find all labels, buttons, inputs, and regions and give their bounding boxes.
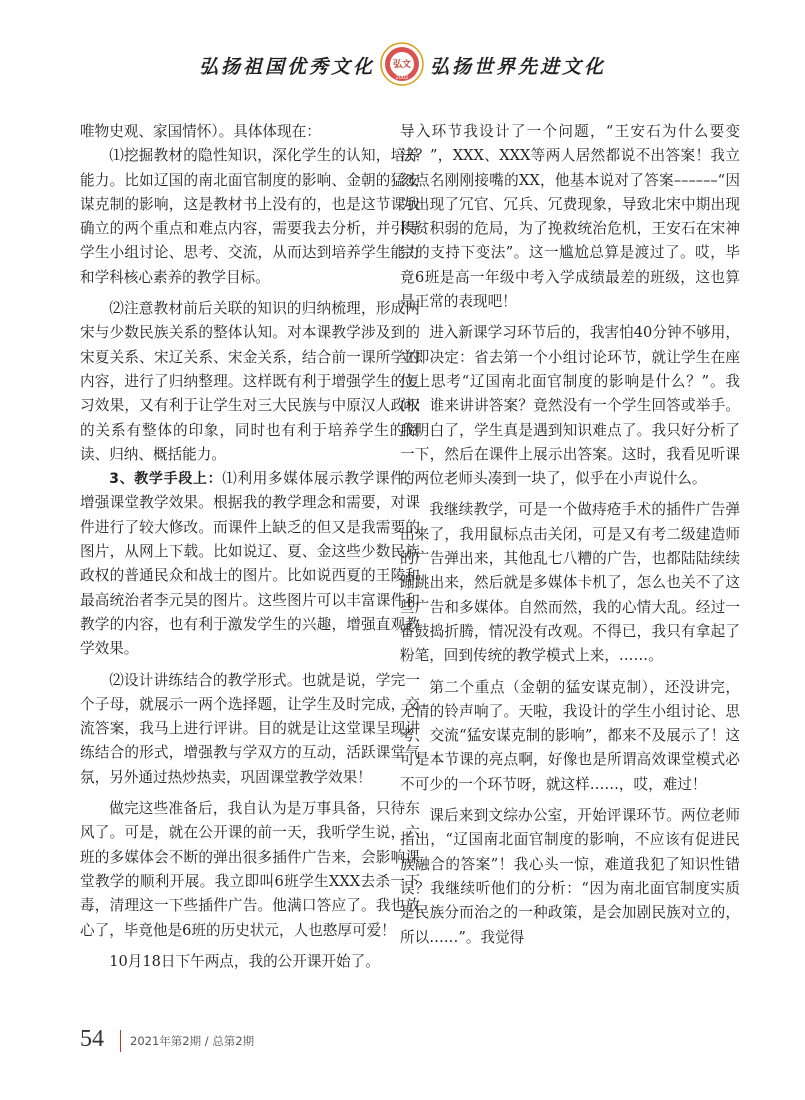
- paragraph: 第二个重点（金朝的猛安谋克制），还没讲完，无情的铃声响了。天啦，我设计的学生小组讨论、思考、交流“猛安谋克制的影响”，都来不及展示了！这可是本节课的亮点啊，好像也是所谓高效课堂模式必不可少的一个环节呀，就这样……，哎，难过！: [400, 678, 740, 793]
- school-logo-icon: [380, 42, 424, 86]
- paragraph: 课后来到文综办公室，开始评课环节。两位老师指出，“辽国南北面官制度的影响，不应该有促进民族融合的答案”！我心头一惊，难道我犯了知识性错误？我继续听他们的分析：“因为南北面官制度实质是民族分而治之的一种政策，是会加剧民族对立的，所以……”。我觉得: [400, 807, 740, 946]
- paragraph: 唯物史观、家国情怀）。具体体现在：: [80, 123, 321, 140]
- issue-info: 2021年第2期 / 总第2期: [130, 1034, 255, 1048]
- paragraph: ⑵注意教材前后关联的知识的归纳梳理，形成两宋与少数民族关系的整体认知。对本课教学涉及到的宋夏关系、宋辽关系、宋金关系，结合前一课所学的内容，进行了归纳整理。这样既有利于增强学生的复习效果，又有利于让学生对三大民族与中原汉人政权的关系有整体的印象，同时也有利于培养学生的阅读、归纳、概括能力。: [80, 300, 420, 463]
- section-heading: 3、教学手段上：: [109, 471, 223, 488]
- paragraph: 进入新课学习环节后的，我害怕40分钟不够用，立即决定：省去第一个小组讨论环节，就让学生在座位上思考“辽国南北面官制度的影响是什么？”。我问：谁来讲讲答案？竟然没有一个学生回答或举手。我明白了，学生真是遇到知识难点了。我只好分析了一下，然后在课件上展示出答案。这时，我看见听课的两位老师头凑到一块了，似乎在小声说什么。: [400, 324, 740, 488]
- paragraph-text: ⑴利用多媒体展示教学课件，增强课堂教学效果。根据我的教学理念和需要，对课件进行了较大修改。而课件上缺乏的但又是我需要的图片，从网上下载。比如说辽、夏、金这些少数民族政权的普通民众和战士的图片。比如说西夏的王陵和最高统治者李元昊的图片。这些图片可以丰富课件和教学的内容，也有利于激发学生的兴趣，增强直观教学效果。: [80, 470, 420, 658]
- paragraph: ⑴挖掘教材的隐性知识，深化学生的认知，培养能力。比如辽国的南北面官制度的影响、金朝的猛安谋克制的影响，这是教材书上没有的，也是这节课我确立的两个重点和难点内容，需要我去分析，并引导学生小组讨论、思考、交流，从而达到培养学生能力和学科核心素养的教学目标。: [80, 147, 420, 286]
- right-column: [400, 120, 740, 950]
- paragraph-section-3: [80, 467, 420, 661]
- paragraph: ⑵设计讲练结合的教学形式。也就是说，学完一个子母，就展示一两个选择题，让学生及时完成，交流答案，我马上进行评讲。目的就是让这堂课呈现讲练结合的形式，增强教与学双方的互动，活跃课堂气氛，另外通过热炒热卖，巩固课堂教学效果！: [80, 671, 420, 786]
- paragraph: 10月18日下午两点，我的公开课开始了。: [109, 952, 380, 970]
- header-slogan-right: 弘扬世界先进文化: [430, 56, 607, 78]
- paragraph: 做完这些准备后，我自认为是万事具备，只待东风了。可是，就在公开课的前一天，我听学生说，六班的多媒体会不断的弹出很多插件广告来，会影响课堂教学的顺利开展。我立即叫6班学生XXX去杀一下毒，清理这一下些插件广告。他满口答应了。我也放心了，毕竟他是6班的历史状元，人也憨厚可爱！: [80, 800, 420, 939]
- logo-text: 弘文: [392, 60, 412, 70]
- left-column: [80, 120, 420, 974]
- page-number: 54: [80, 1026, 104, 1052]
- paragraph: 我继续教学，可是一个做痔疮手术的插件广告弹出来了，我用鼠标点击关闭，可是又有考二级建造师的广告弹出来，其他乱七八糟的广告，也都陆陆续续蹦跳出来，然后就是多媒体卡机了，怎么也关不了这些广告和多媒体。自然而然，我的心情大乱。经过一番鼓捣折腾，情况没有改观。不得已，我只有拿起了粉笔，回到传统的教学模式上来，……。: [400, 501, 740, 665]
- logo-year: 2002: [395, 75, 409, 81]
- paragraph: 导入环节我设计了一个问题，“王安石为什么要变法？”，XXX、XXX等两人居然都说不出答案！我立刻点名刚刚接嘴的XX，他基本说对了答案––––––“因为出现了冗官、冗兵、冗费现象，导致北宋中期出现积贫积弱的危局，为了挽救统治危机，王安石在宋神宗的支持下变法”。这一尴尬总算是渡过了。哎，毕竟6班是高一年级中考入学成绩最差的班级，这也算是正常的表现吧！: [400, 123, 740, 311]
- footer-divider: [120, 1030, 121, 1052]
- page-header: [0, 40, 805, 96]
- header-slogan-left: 弘扬祖国优秀文化: [198, 56, 375, 78]
